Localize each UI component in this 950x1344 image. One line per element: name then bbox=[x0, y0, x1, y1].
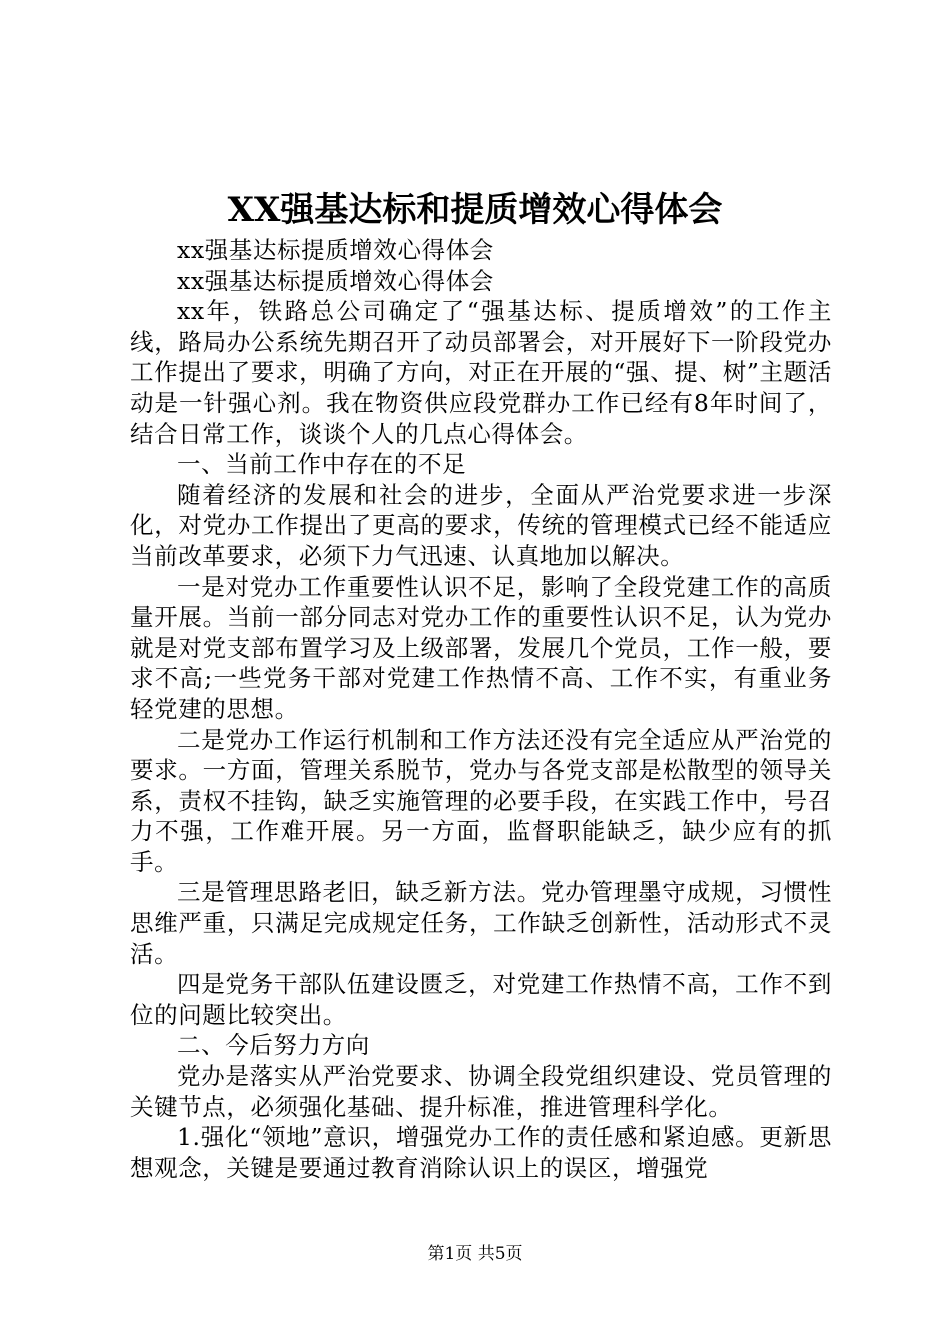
paragraph-issue-1: 一是对党办工作重要性认识不足，影响了全段党建工作的高质量开展。当前一部分同志对党办工作的重要性认识不足，认为党办就是对党支部布置学习及上级部署，发展几个党员，工作一般，要求不高;一些党务干部对党建工作热情不高、工作不实，有重业务轻党建的思想。 bbox=[130, 572, 832, 723]
paragraph-background: 随着经济的发展和社会的进步，全面从严治党要求进一步深化，对党办工作提出了更高的要求，传统的管理模式已经不能适应当前改革要求，必须下力气迅速、认真地加以解决。 bbox=[130, 480, 832, 570]
paragraph-point-1: 1.强化“领地”意识，增强党办工作的责任感和紧迫感。更新思想观念，关键是要通过教育消除认识上的误区，增强党 bbox=[130, 1123, 832, 1182]
paragraph-issue-2: 二是党办工作运行机制和工作方法还没有完全适应从严治党的要求。一方面，管理关系脱节，党办与各党支部是松散型的领导关系，责权不挂钩，缺乏实施管理的必要手段，在实践工作中，号召力不强，工作难开展。另一方面，监督职能缺乏，缺少应有的抓手。 bbox=[130, 725, 832, 876]
document-title: XX强基达标和提质增效心得体会 bbox=[227, 190, 723, 230]
section-heading-1: 一、当前工作中存在的不足 bbox=[177, 450, 467, 479]
page-footer: 第1页 共5页 bbox=[427, 1244, 523, 1264]
paragraph-direction: 党办是落实从严治党要求、协调全段党组织建设、党员管理的关键节点，必须强化基础、提升标准，推进管理科学化。 bbox=[130, 1062, 832, 1121]
paragraph-subtitle-2: xx强基达标提质增效心得体会 bbox=[177, 266, 494, 295]
paragraph-issue-3: 三是管理思路老旧，缺乏新方法。党办管理墨守成规，习惯性思维严重，只满足完成规定任务，工作缺乏创新性，活动形式不灵活。 bbox=[130, 878, 832, 968]
paragraph-subtitle-1: xx强基达标提质增效心得体会 bbox=[177, 236, 494, 264]
paragraph-intro: xx年，铁路总公司确定了“强基达标、提质增效”的工作主线，路局办公系统先期召开了动员部署会，对开展好下一阶段党办工作提出了要求，明确了方向，对正在开展的“强、提、树”主题活动是一针强心剂。我在物资供应段党群办工作已经有8年时间了，结合日常工作，谈谈个人的几点心得体会。 bbox=[130, 297, 832, 448]
paragraph-issue-4: 四是党务干部队伍建设匮乏，对党建工作热情不高，工作不到位的问题比较突出。 bbox=[130, 970, 832, 1029]
document-body bbox=[130, 235, 832, 1183]
section-heading-2: 二、今后努力方向 bbox=[177, 1031, 370, 1060]
